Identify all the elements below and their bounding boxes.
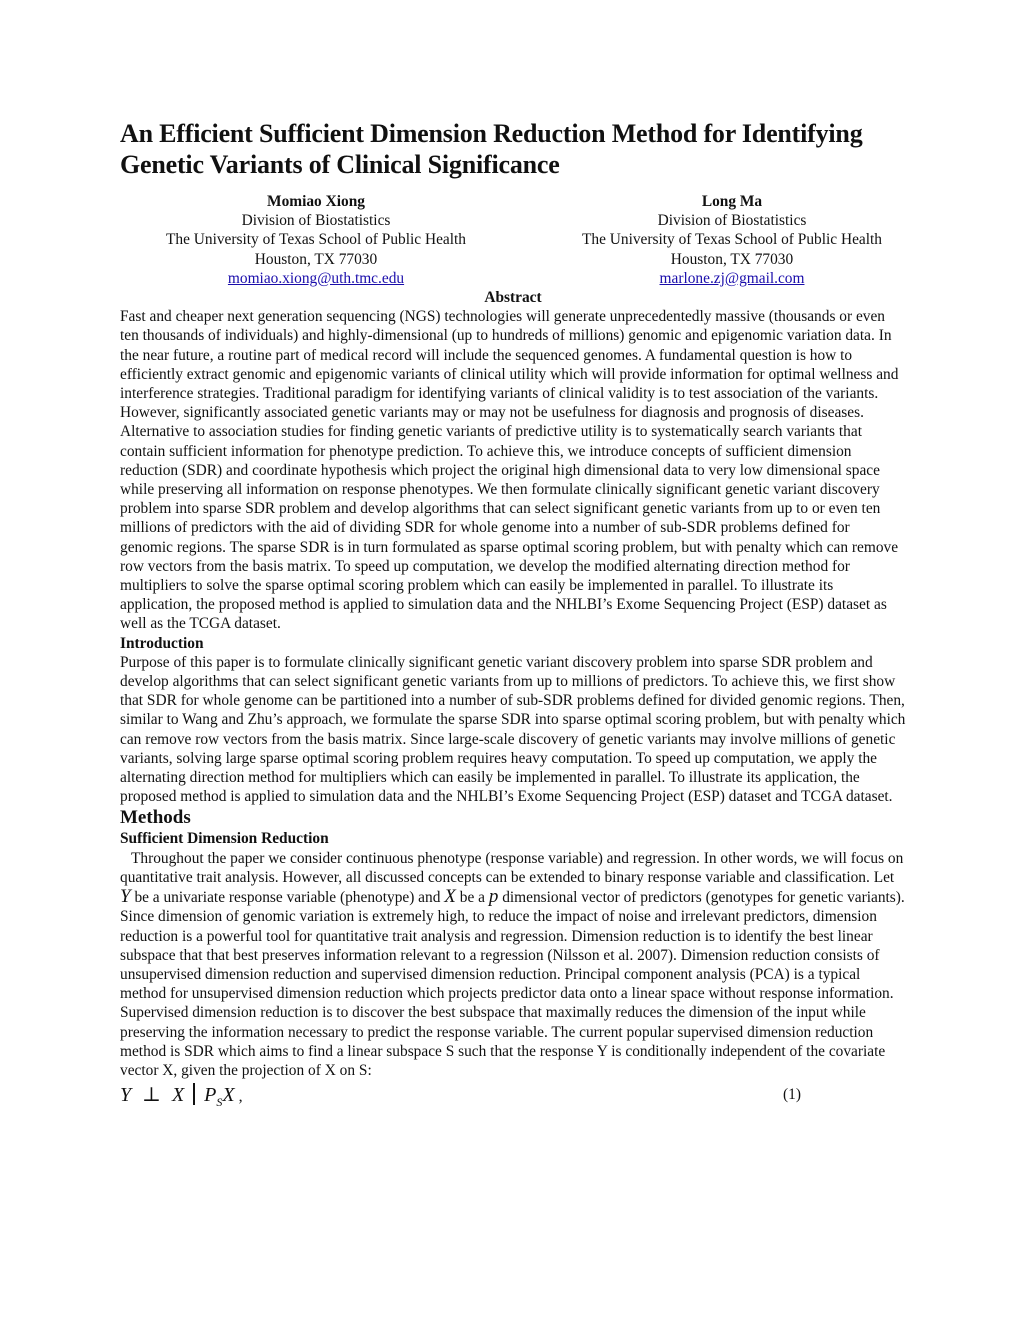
author-block [120, 192, 906, 288]
equation-rhs: X [222, 1084, 235, 1107]
equation-1 [120, 1082, 906, 1108]
author-2 [556, 192, 908, 288]
equation-number: (1) [783, 1086, 801, 1104]
projection-subscript: S [216, 1095, 223, 1110]
introduction-heading: Introduction [120, 634, 204, 652]
variable-y: Y [120, 886, 131, 908]
methods-heading: Methods [120, 807, 191, 829]
paper-title: An Efficient Sufficient Dimension Reduction Method for Identifying Genetic Variants of Clinical Significance [120, 119, 863, 179]
methods-text-part: dimensional vector of predictors (genotypes for genetic variants). Since dimension of genomic variation is extremely high, to reduce the impact of noise and irrelevant predictors, dimension reduction is a powerful tool for quantitative trait analysis and regression. Dimension reduction is to identify the best linear subspace that that best preserves information relevant to a regression (Nilsson et al. 2007). Dimension reduction consists of unsupervised dimension reduction and supervised dimension reduction. Principal component analysis (PCA) is a typical method for unsupervised dimension reduction which projects predictor data onto a linear space without response information. Supervised dimension reduction is to discover the best subspace that maximally reduces the dimension of the input while preserving the information necessary to predict the response variable. The current popular supervised dimension reduction method is SDR which aims to find a linear subspace S such that the response Y is conditionally independent of the covariate vector X, given the projection of X on S: [120, 889, 905, 1079]
methods-text-part: be a [459, 889, 485, 907]
author-name: Momiao Xiong [267, 193, 365, 210]
equation-lhs: Y [120, 1084, 132, 1107]
abstract-text: Fast and cheaper next generation sequencing (NGS) technologies will generate unprecedentedly massive (thousands or even ten thousands of individuals) and highly-dimensional (up to hundreds of millions) genomic and epigenomic variation data. In the near future, a routine part of medical record will include the sequenced genomes. A fundamental question is how to efficiently extract genomic and epigenomic variants of clinical utility which will provide information for optimal wellness and interference strategies. Traditional paradigm for identifying variants of clinical validity is to test association of the variants. However, significantly associated genetic variants may or may not be usefulness for diagnosis and prognosis of diseases. Alternative to association studies for finding genetic variants of predictive utility is to systematically search variants that contain sufficient information for phenotype prediction. To achieve this, we introduce concepts of sufficient dimension reduction (SDR) and coordinate hypothesis which project the original high dimensional data to very low dimensional space while preserving all information on response phenotypes. We then formulate clinically significant genetic variant discovery problem into sparse SDR problem and develop algorithms that can select significant genetic variants from up to or even ten millions of predictors with the aid of dividing SDR for whole genome into a number of sub-SDR problems defined for genomic regions. The sparse SDR is in turn formulated as sparse optimal scoring problem, but with penalty which can remove row vectors from the basis matrix. To speed up computation, we develop the modified alternating direction method for multipliers to solve the sparse optimal scoring problem which can easily be implemented in parallel. To illustrate its application, the proposed method is applied to simulation data and the NHLBI’s Exome Sequencing Project (ESP) dataset as well as the TCGA dataset. [120, 308, 899, 633]
variable-x: X [444, 886, 456, 908]
author-email-link[interactable]: momiao.xiong@uth.tmc.edu [227, 269, 405, 287]
sdr-subheading: Sufficient Dimension Reduction [120, 830, 329, 848]
author-1 [120, 192, 512, 288]
methods-text-part: be a univariate response variable (phenotype) and [134, 889, 441, 907]
variable-p: p [488, 886, 499, 908]
author-name: Long Ma [701, 193, 763, 210]
equation-mid: X [171, 1084, 185, 1107]
abstract-heading: Abstract [484, 289, 542, 306]
author-institution: The University of Texas School of Public Health [582, 231, 882, 249]
independence-symbol: ⊥ [142, 1084, 161, 1107]
author-address: Houston, TX 77030 [254, 250, 378, 268]
projection-operator: P [204, 1084, 217, 1107]
author-email-link[interactable]: marlone.zj@gmail.com [659, 269, 805, 287]
author-department: Division of Biostatistics [657, 212, 807, 230]
equation-comma: , [238, 1088, 243, 1106]
conditional-bar [193, 1083, 195, 1105]
equation-body [120, 1082, 243, 1110]
author-institution: The University of Texas School of Public Health [166, 231, 466, 249]
methods-text-part: Throughout the paper we consider continuous phenotype (response variable) and regression. In other words, we will focus on quantitative trait analysis. However, all discussed concepts can be extended to binary response variable and classification. Let [120, 849, 904, 886]
author-address: Houston, TX 77030 [670, 250, 794, 268]
introduction-text: Purpose of this paper is to formulate clinically significant genetic variant discovery problem into sparse SDR problem and develop algorithms that can select significant genetic variants from up to millions of predictors. To achieve this, we first show that SDR for whole genome can be partitioned into a number of sub-SDR problems defined for divided genomic regions. Then, similar to Wang and Zhu’s approach, we formulate the sparse SDR into sparse optimal scoring problem, but with penalty which can remove row vectors from the basis matrix. Since large-scale discovery of genetic variants may involve millions of genetic variants, solving large sparse optimal scoring problem requires heavy computation. To speed up computation, we apply the alternating direction method for multipliers which can easily be implemented in parallel. To illustrate its application, the proposed method is applied to simulation data and the NHLBI’s Exome Sequencing Project (ESP) dataset and TCGA dataset. [120, 653, 906, 806]
methods-paragraph [120, 849, 906, 1080]
paper-page [120, 118, 906, 1108]
author-department: Division of Biostatistics [241, 212, 391, 230]
